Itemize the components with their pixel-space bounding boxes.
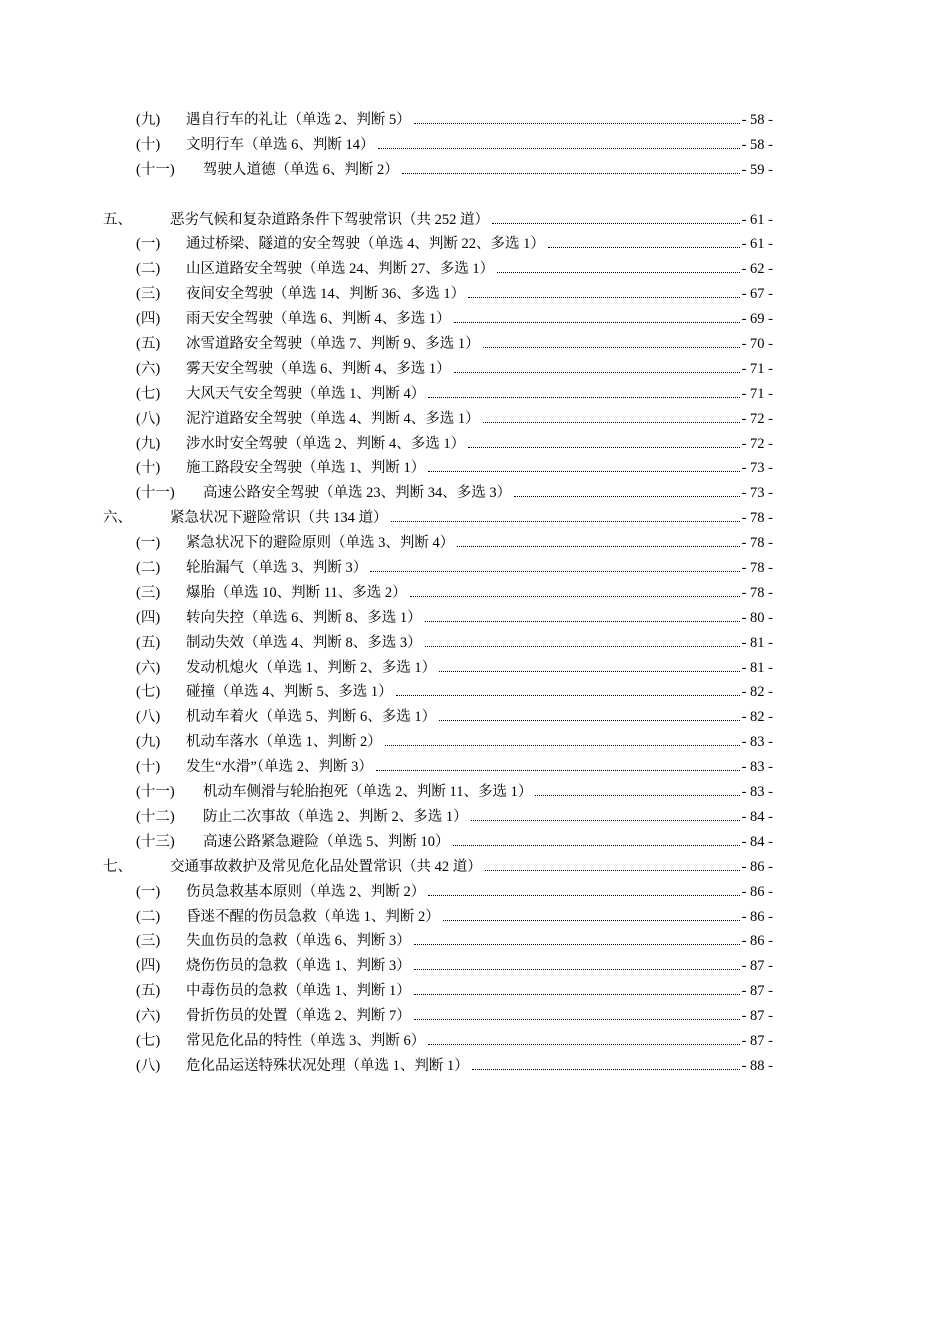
dot-leader bbox=[428, 1029, 739, 1045]
toc-chapter-entry[interactable] bbox=[0, 208, 950, 233]
toc-entry[interactable] bbox=[0, 556, 950, 581]
entry-number: (二) bbox=[136, 908, 161, 925]
section-spacer bbox=[0, 183, 950, 208]
chapter-title: 交通事故救护及常见危化品处置常识（共 42 道） bbox=[170, 858, 482, 875]
dot-leader bbox=[414, 954, 740, 970]
entry-number: (十) bbox=[136, 136, 161, 153]
entry-page: - 86 - bbox=[741, 858, 773, 875]
toc-entry[interactable] bbox=[0, 481, 950, 506]
entry-page: - 88 - bbox=[741, 1057, 773, 1074]
entry-page: - 70 - bbox=[741, 336, 773, 353]
dot-leader bbox=[453, 830, 740, 846]
toc-chapter-entry[interactable] bbox=[0, 855, 950, 880]
entry-number: (一) bbox=[136, 535, 161, 552]
entry-number: (十) bbox=[136, 759, 161, 776]
entry-title: 雨天安全驾驶（单选 6、判断 4、多选 1） bbox=[186, 311, 451, 328]
entry-title: 伤员急救基本原则（单选 2、判断 2） bbox=[186, 883, 426, 900]
dot-leader bbox=[514, 481, 739, 497]
dot-leader bbox=[492, 208, 740, 224]
entry-number: (五) bbox=[136, 634, 161, 651]
chapter-number: 五、 bbox=[103, 211, 132, 228]
entry-number: (八) bbox=[136, 410, 161, 427]
entry-page: - 78 - bbox=[741, 584, 773, 601]
toc-entry[interactable] bbox=[0, 357, 950, 382]
entry-title: 机动车着火（单选 5、判断 6、多选 1） bbox=[186, 709, 437, 726]
toc-entry[interactable] bbox=[0, 755, 950, 780]
entry-page: - 71 - bbox=[741, 385, 773, 402]
entry-title: 烧伤伤员的急救（单选 1、判断 3） bbox=[186, 958, 411, 975]
toc-entry[interactable] bbox=[0, 929, 950, 954]
dot-leader bbox=[414, 929, 740, 945]
dot-leader bbox=[410, 581, 740, 597]
entry-title: 爆胎（单选 10、判断 11、多选 2） bbox=[186, 584, 407, 601]
entry-page: - 83 - bbox=[741, 734, 773, 751]
entry-title: 高速公路安全驾驶（单选 23、判断 34、多选 3） bbox=[203, 485, 512, 502]
entry-title: 制动失效（单选 4、判断 8、多选 3） bbox=[186, 634, 422, 651]
entry-number: (八) bbox=[136, 1057, 161, 1074]
dot-leader bbox=[497, 257, 739, 273]
entry-page: - 82 - bbox=[741, 684, 773, 701]
entry-page: - 61 - bbox=[741, 236, 773, 253]
toc-entry[interactable] bbox=[0, 1004, 950, 1029]
entry-title: 昏迷不醒的伤员急救（单选 1、判断 2） bbox=[186, 908, 440, 925]
dot-leader bbox=[425, 631, 740, 647]
entry-number: (七) bbox=[136, 1032, 161, 1049]
dot-leader bbox=[548, 232, 740, 248]
entry-title: 紧急状况下的避险原则（单选 3、判断 4） bbox=[186, 535, 455, 552]
entry-number: (十一) bbox=[136, 161, 175, 178]
toc-entry[interactable] bbox=[0, 606, 950, 631]
entry-page: - 86 - bbox=[741, 908, 773, 925]
dot-leader bbox=[439, 656, 739, 672]
dot-leader bbox=[370, 556, 739, 572]
entry-title: 发生“水滑”（单选 2、判断 3） bbox=[186, 759, 373, 776]
entry-number: (五) bbox=[136, 336, 161, 353]
entry-title: 驾驶人道德（单选 6、判断 2） bbox=[203, 161, 399, 178]
entry-title: 高速公路紧急避险（单选 5、判断 10） bbox=[203, 833, 450, 850]
dot-leader bbox=[414, 1004, 740, 1020]
entry-title: 夜间安全驾驶（单选 14、判断 36、多选 1） bbox=[186, 286, 466, 303]
entry-number: (一) bbox=[136, 883, 161, 900]
entry-title: 失血伤员的急救（单选 6、判断 3） bbox=[186, 933, 411, 950]
entry-number: (六) bbox=[136, 659, 161, 676]
dot-leader bbox=[376, 755, 740, 771]
entry-page: - 81 - bbox=[741, 634, 773, 651]
entry-number: (九) bbox=[136, 435, 161, 452]
entry-number: (八) bbox=[136, 709, 161, 726]
toc-entry[interactable] bbox=[0, 432, 950, 457]
entry-page: - 87 - bbox=[741, 1008, 773, 1025]
toc-entry[interactable] bbox=[0, 830, 950, 855]
toc-entry[interactable] bbox=[0, 1029, 950, 1054]
dot-leader bbox=[468, 282, 739, 298]
entry-title: 危化品运送特殊状况处理（单选 1、判断 1） bbox=[186, 1057, 469, 1074]
toc-entry[interactable] bbox=[0, 531, 950, 556]
toc-entry[interactable] bbox=[0, 407, 950, 432]
entry-title: 文明行车（单选 6、判断 14） bbox=[186, 136, 375, 153]
toc-entry[interactable] bbox=[0, 158, 950, 183]
entry-page: - 61 - bbox=[741, 211, 773, 228]
entry-title: 碰撞（单选 4、判断 5、多选 1） bbox=[186, 684, 393, 701]
entry-title: 轮胎漏气（单选 3、判断 3） bbox=[186, 560, 368, 577]
entry-page: - 78 - bbox=[741, 510, 773, 527]
entry-title: 常见危化品的特性（单选 3、判断 6） bbox=[186, 1032, 426, 1049]
entry-title: 冰雪道路安全驾驶（单选 7、判断 9、多选 1） bbox=[186, 336, 480, 353]
toc-entry[interactable] bbox=[0, 332, 950, 357]
toc-entry[interactable] bbox=[0, 880, 950, 905]
dot-leader bbox=[428, 382, 739, 398]
dot-leader bbox=[385, 730, 740, 746]
entry-title: 机动车落水（单选 1、判断 2） bbox=[186, 734, 382, 751]
entry-page: - 72 - bbox=[741, 435, 773, 452]
toc-entry[interactable] bbox=[0, 108, 950, 133]
entry-title: 山区道路安全驾驶（单选 24、判断 27、多选 1） bbox=[186, 261, 495, 278]
toc-entry[interactable] bbox=[0, 805, 950, 830]
entry-number: (二) bbox=[136, 261, 161, 278]
toc-entry[interactable] bbox=[0, 656, 950, 681]
entry-number: (三) bbox=[136, 584, 161, 601]
entry-page: - 86 - bbox=[741, 883, 773, 900]
dot-leader bbox=[443, 905, 740, 921]
dot-leader bbox=[471, 805, 740, 821]
entry-number: (一) bbox=[136, 236, 161, 253]
toc-entry[interactable] bbox=[0, 730, 950, 755]
toc-chapter-entry[interactable] bbox=[0, 506, 950, 531]
dot-leader bbox=[454, 307, 740, 323]
dot-leader bbox=[483, 332, 740, 348]
entry-number: (七) bbox=[136, 684, 161, 701]
entry-number: (九) bbox=[136, 112, 161, 128]
toc-entry[interactable] bbox=[0, 680, 950, 705]
entry-page: - 87 - bbox=[741, 1032, 773, 1049]
toc-entry[interactable] bbox=[0, 705, 950, 730]
entry-page: - 83 - bbox=[741, 759, 773, 776]
entry-page: - 84 - bbox=[741, 833, 773, 850]
entry-number: (十二) bbox=[136, 808, 175, 825]
entry-page: - 58 - bbox=[741, 136, 773, 153]
entry-page: - 72 - bbox=[741, 410, 773, 427]
chapter-title: 紧急状况下避险常识（共 134 道） bbox=[170, 510, 388, 527]
dot-leader bbox=[378, 133, 740, 149]
entry-number: (九) bbox=[136, 734, 161, 751]
entry-page: - 87 - bbox=[741, 983, 773, 1000]
entry-page: - 67 - bbox=[741, 286, 773, 303]
entry-page: - 87 - bbox=[741, 958, 773, 975]
entry-page: - 71 - bbox=[741, 360, 773, 377]
entry-number: (六) bbox=[136, 1008, 161, 1025]
entry-title: 机动车侧滑与轮胎抱死（单选 2、判断 11、多选 1） bbox=[203, 784, 533, 801]
toc-entry[interactable] bbox=[0, 232, 950, 257]
entry-title: 雾天安全驾驶（单选 6、判断 4、多选 1） bbox=[186, 360, 451, 377]
entry-page: - 78 - bbox=[741, 560, 773, 577]
dot-leader bbox=[454, 357, 740, 373]
entry-page: - 73 - bbox=[741, 485, 773, 502]
entry-number: (七) bbox=[136, 385, 161, 402]
dot-leader bbox=[391, 506, 740, 522]
entry-title: 骨折伤员的处置（单选 2、判断 7） bbox=[186, 1008, 411, 1025]
entry-page: - 82 - bbox=[741, 709, 773, 726]
entry-title: 防止二次事故（单选 2、判断 2、多选 1） bbox=[203, 808, 468, 825]
chapter-number: 六、 bbox=[103, 510, 132, 527]
entry-number: (四) bbox=[136, 311, 161, 328]
entry-title: 大风天气安全驾驶（单选 1、判断 4） bbox=[186, 385, 426, 402]
dot-leader bbox=[414, 108, 740, 124]
entry-number: (四) bbox=[136, 958, 161, 975]
toc-entry[interactable] bbox=[0, 631, 950, 656]
toc-entry[interactable] bbox=[0, 954, 950, 979]
entry-title: 遇自行车的礼让（单选 2、判断 5） bbox=[186, 112, 411, 128]
entry-page: - 84 - bbox=[741, 808, 773, 825]
entry-title: 施工路段安全驾驶（单选 1、判断 1） bbox=[186, 460, 426, 477]
chapter-number: 七、 bbox=[103, 858, 132, 875]
dot-leader bbox=[428, 880, 739, 896]
entry-number: (六) bbox=[136, 360, 161, 377]
dot-leader bbox=[472, 1054, 740, 1070]
dot-leader bbox=[485, 855, 740, 871]
toc-entry[interactable] bbox=[0, 382, 950, 407]
entry-number: (五) bbox=[136, 983, 161, 1000]
dot-leader bbox=[396, 680, 740, 696]
entry-page: - 86 - bbox=[741, 933, 773, 950]
entry-page: - 81 - bbox=[741, 659, 773, 676]
toc-entry[interactable] bbox=[0, 456, 950, 481]
entry-number: (十一) bbox=[136, 784, 175, 801]
toc-entry[interactable] bbox=[0, 307, 950, 332]
entry-page: - 62 - bbox=[741, 261, 773, 278]
entry-title: 泥泞道路安全驾驶（单选 4、判断 4、多选 1） bbox=[186, 410, 480, 427]
dot-leader bbox=[414, 979, 740, 995]
entry-number: (十) bbox=[136, 460, 161, 477]
toc-entry[interactable] bbox=[0, 133, 950, 158]
entry-number: (十三) bbox=[136, 833, 175, 850]
toc-entry[interactable] bbox=[0, 581, 950, 606]
dot-leader bbox=[483, 407, 740, 423]
toc-entry[interactable] bbox=[0, 905, 950, 930]
entry-page: - 83 - bbox=[741, 784, 773, 801]
entry-number: (二) bbox=[136, 560, 161, 577]
dot-leader bbox=[428, 456, 739, 472]
entry-title: 发动机熄火（单选 1、判断 2、多选 1） bbox=[186, 659, 437, 676]
entry-title: 通过桥梁、隧道的安全驾驶（单选 4、判断 22、多选 1） bbox=[186, 236, 545, 253]
entry-number: (十一) bbox=[136, 485, 175, 502]
entry-number: (四) bbox=[136, 609, 161, 626]
entry-title: 涉水时安全驾驶（单选 2、判断 4、多选 1） bbox=[186, 435, 466, 452]
toc-entry[interactable] bbox=[0, 282, 950, 307]
chapter-title: 恶劣气候和复杂道路条件下驾驶常识（共 252 道） bbox=[170, 211, 489, 228]
entry-page: - 78 - bbox=[741, 535, 773, 552]
dot-leader bbox=[425, 606, 740, 622]
toc-entry[interactable] bbox=[0, 979, 950, 1004]
toc-entry[interactable] bbox=[0, 780, 950, 805]
entry-page: - 69 - bbox=[741, 311, 773, 328]
entry-number: (三) bbox=[136, 286, 161, 303]
dot-leader bbox=[439, 705, 739, 721]
toc-entry[interactable] bbox=[0, 1054, 950, 1079]
entry-page: - 58 - bbox=[741, 112, 773, 128]
entry-title: 转向失控（单选 6、判断 8、多选 1） bbox=[186, 609, 422, 626]
dot-leader bbox=[402, 158, 740, 174]
entry-title: 中毒伤员的急救（单选 1、判断 1） bbox=[186, 983, 411, 1000]
dot-leader bbox=[468, 432, 739, 448]
entry-page: - 73 - bbox=[741, 460, 773, 477]
toc-entry[interactable] bbox=[0, 257, 950, 282]
entry-number: (三) bbox=[136, 933, 161, 950]
entry-page: - 80 - bbox=[741, 609, 773, 626]
table-of-contents bbox=[0, 108, 950, 1079]
dot-leader bbox=[457, 531, 739, 547]
entry-page: - 59 - bbox=[741, 161, 773, 178]
dot-leader bbox=[535, 780, 739, 796]
